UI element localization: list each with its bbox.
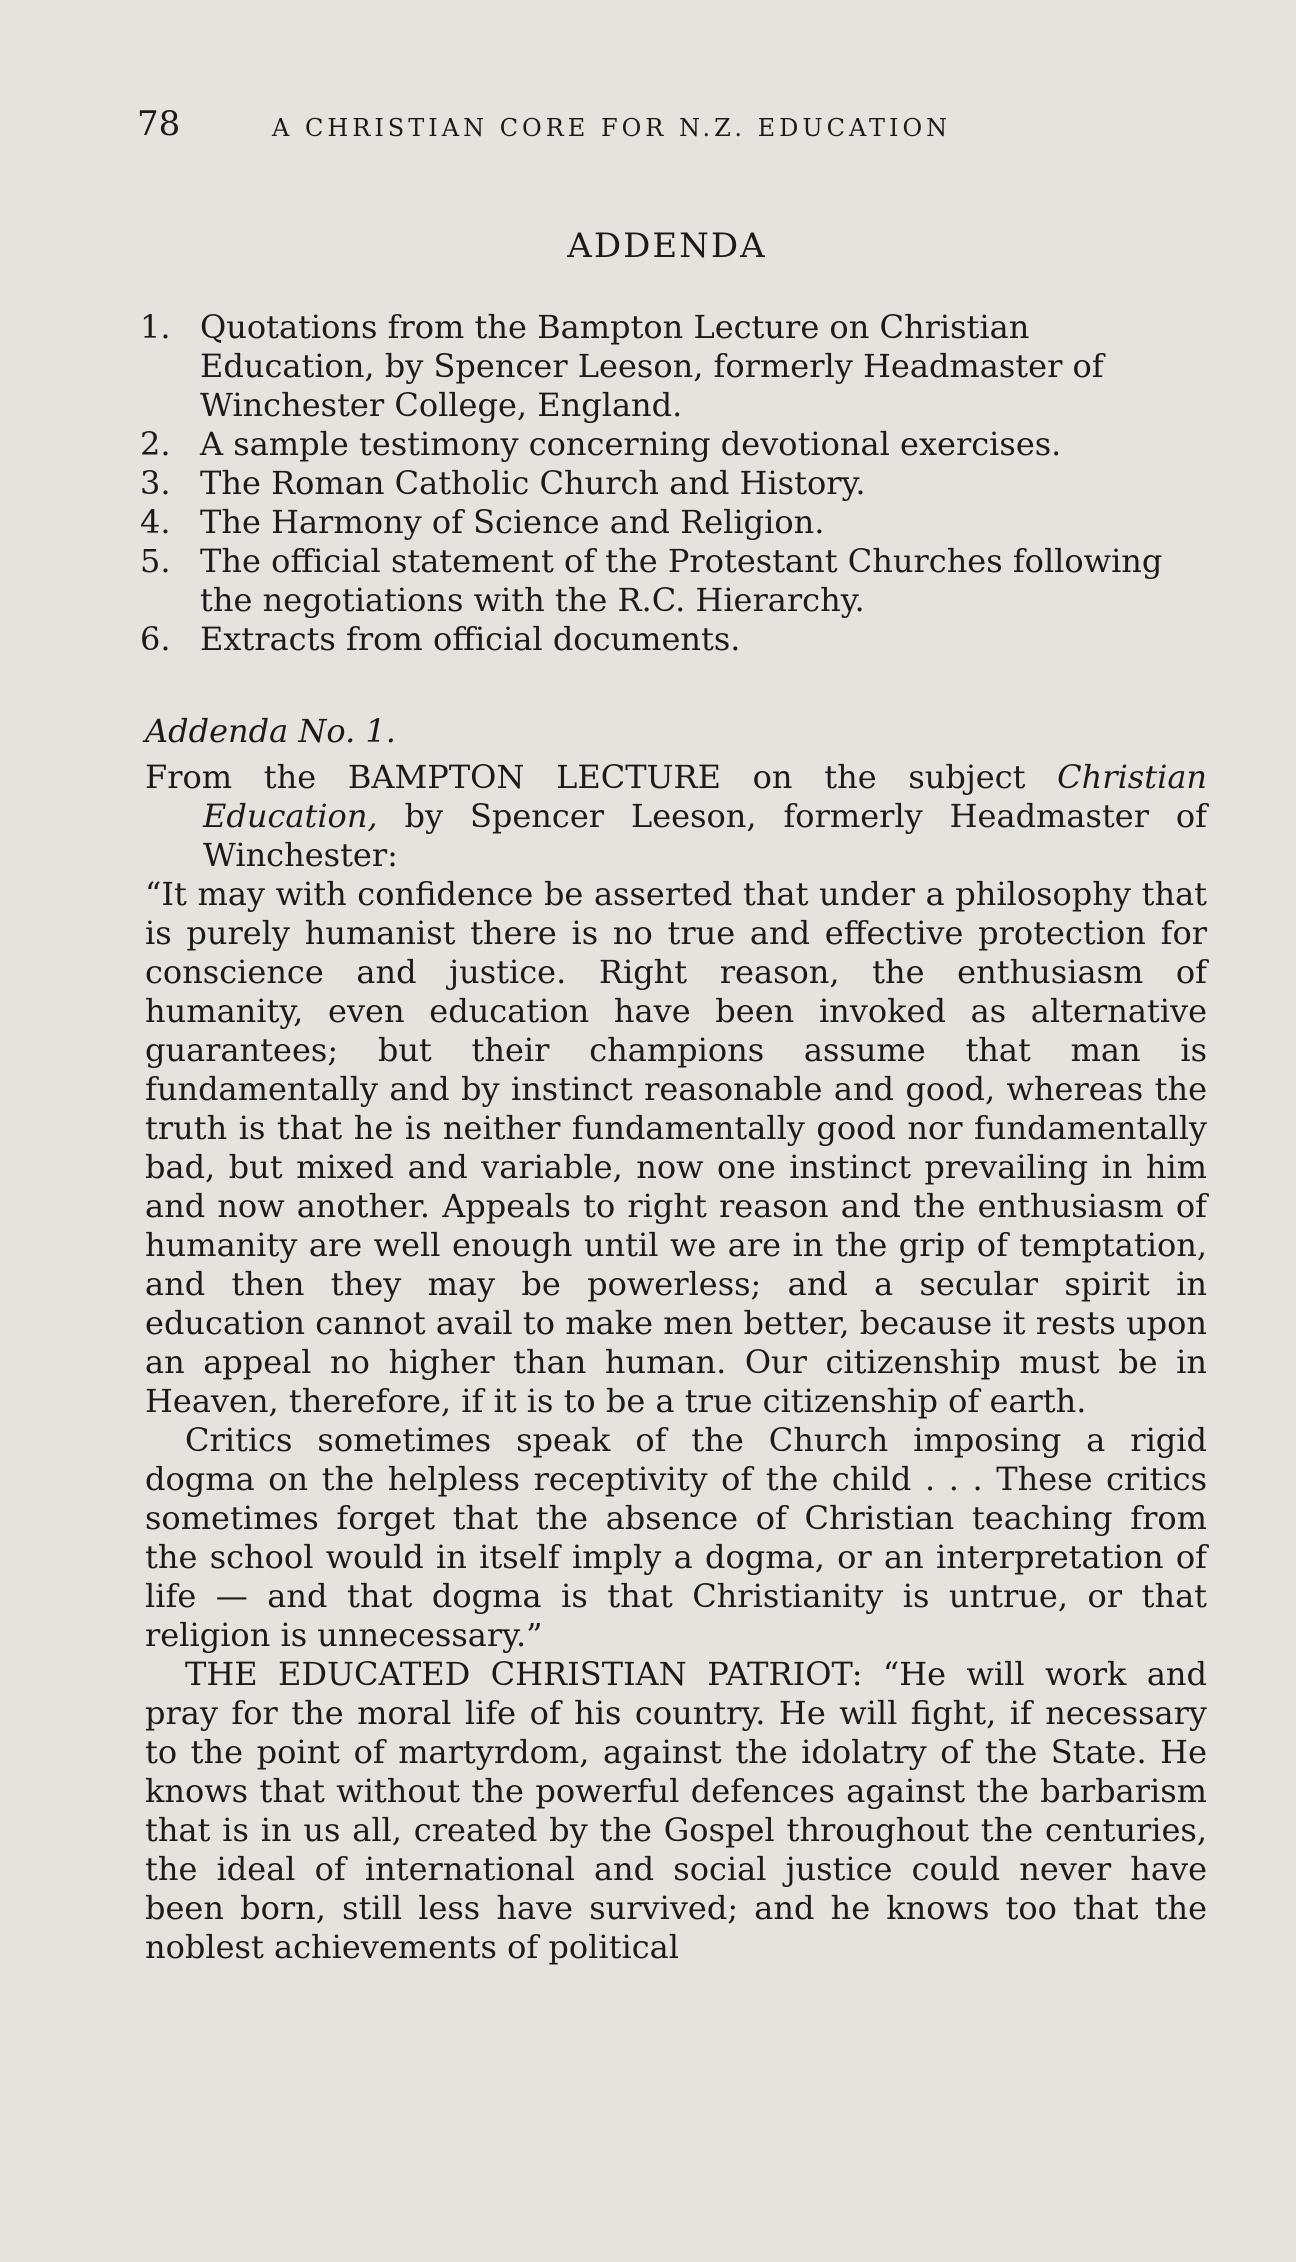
running-head: A CHRISTIAN CORE FOR N.Z. EDUCATION bbox=[272, 114, 952, 142]
list-item: 3. The Roman Catholic Church and History. bbox=[140, 464, 866, 502]
list-item: 5. The official statement of the Protestant Churches following the negotiations with the R.C. Hierarchy. bbox=[140, 542, 1163, 619]
page-number: 78 bbox=[137, 104, 181, 144]
list-item: 2. A sample testimony concerning devotional exercises. bbox=[140, 425, 1062, 463]
quote-paragraph: Critics sometimes speak of the Church imposing a rigid dogma on the helpless receptivity of the child . . . These critics sometimes forget that the absence of Christian teaching from the school would in itself imply a dogma, or an interpretation of life — and that dogma is that Christianity is untrue, or that religion is unnecessary.” bbox=[145, 1421, 1207, 1654]
addenda-list bbox=[140, 308, 1210, 659]
list-item: 1. Quotations from the Bampton Lecture on Christian Education, by Spencer Leeson, formerly Headmaster of Winchester College, England. bbox=[140, 308, 1104, 424]
list-item: 4. The Harmony of Science and Religion. bbox=[140, 503, 825, 541]
section-title: ADDENDA bbox=[567, 226, 767, 266]
addenda-heading: Addenda No. 1. bbox=[145, 712, 396, 750]
intro-paragraph: From the BAMPTON LECTURE on the subject Christian Education, by Spencer Leeson, formerly Headmaster of Winchester: bbox=[145, 758, 1207, 874]
quote-paragraph: THE EDUCATED CHRISTIAN PATRIOT: “He will work and pray for the moral life of his country. He will fight, if necessary to the point of martyrdom, against the idolatry of the State. He knows that without the powerful defences against the barbarism that is in us all, created by the Gospel throughout the centuries, the ideal of international and social justice could never have been born, still less have survived; and he knows too that the noblest achievements of political bbox=[145, 1655, 1207, 1966]
quote-paragraph: “It may with confidence be asserted that under a philosophy that is purely humanist there is no true and effective protection for conscience and justice. Right reason, the enthusiasm of humanity, even education have been invoked as alternative guarantees; but their champions assume that man is fundamentally and by instinct reasonable and good, whereas the truth is that he is neither fundamentally good nor fundamentally bad, but mixed and variable, now one instinct prevailing in him and now another. Appeals to right reason and the enthusiasm of humanity are well enough until we are in the grip of temptation, and then they may be powerless; and a secular spirit in education cannot avail to make men better, because it rests upon an appeal no higher than human. Our citizenship must be in Heaven, therefore, if it is to be a true citizenship of earth. bbox=[145, 875, 1207, 1420]
page-header bbox=[137, 104, 1187, 154]
addenda-body bbox=[145, 758, 1207, 1967]
list-item: 6. Extracts from official documents. bbox=[140, 620, 741, 658]
